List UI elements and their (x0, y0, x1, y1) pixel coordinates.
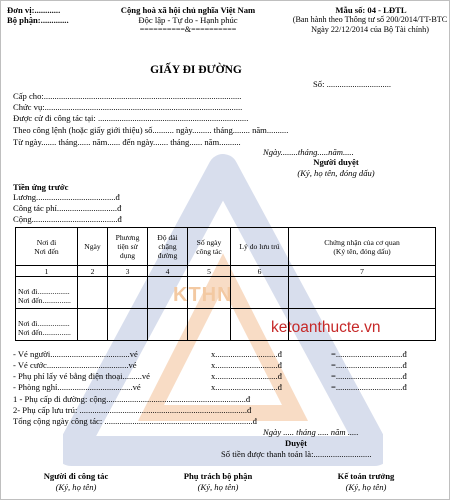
expense-price: x.............................đ (211, 382, 282, 392)
expense-price: x.............................đ (211, 349, 282, 359)
header-cell: Nơi đi Nơi đến (16, 228, 78, 266)
date-line: Ngày........tháng.....năm..... (263, 147, 354, 157)
header-cell: Độ dài chặng đường (148, 228, 188, 266)
expense-price: x.............................đ (211, 360, 282, 370)
nation-title: Cộng hoà xã hội chủ nghĩa Việt Nam (120, 5, 256, 15)
field-cong-lenh: Theo công lệnh (hoặc giấy giới thiệu) số.......... ngày......... tháng........ năm.......... (13, 125, 289, 135)
expense-total: =...............................đ (331, 360, 407, 370)
table-row (16, 309, 436, 341)
expense-price: x.............................đ (211, 371, 282, 381)
header-cell: Phương tiện sử dụng (108, 228, 148, 266)
header-cell: Chứng nhận của cơ quan (Ký tên, đóng dấu) (289, 228, 436, 266)
table-header-row (16, 228, 436, 266)
approved-label: Duyệt (285, 438, 307, 448)
route-cell (16, 309, 78, 341)
signature-manager-sign: (Ký, họ tên) (197, 482, 239, 492)
advance-travel: Công tác phí............................đ (13, 203, 122, 213)
watermark-site: ketoanthucte.vn (271, 319, 381, 336)
motto: Độc lập - Tự do - Hạnh phúc (138, 15, 238, 25)
signature-traveler-sign: (Ký, họ tên) (55, 482, 97, 492)
route-from: Nơi đi................. (18, 319, 70, 328)
route-from: Nơi đi................. (18, 287, 70, 296)
expense-label: - Phòng nghỉ...................................vé (13, 382, 141, 392)
number-cell: 4 (148, 266, 188, 277)
field-chuc-vu: Chức vụ:............................................................................................ (13, 102, 243, 112)
number-cell: 1 (16, 266, 78, 277)
expense-total: =...............................đ (331, 382, 407, 392)
route-cell (16, 277, 78, 309)
issued-line-1: (Ban hành theo Thông tư số 200/2014/TT-BTC (292, 15, 448, 24)
number-cell: 6 (231, 266, 289, 277)
signature-accountant-title: Kế toán trưởng (337, 471, 395, 481)
closing-date: Ngày ..... tháng ..... năm ..... (263, 427, 359, 437)
approved-amount: Số tiền được thanh toán là:........................... (221, 449, 372, 459)
watermark-text: KTHN (173, 284, 233, 306)
travel-table (15, 227, 436, 341)
document-title: GIẤY ĐI ĐƯỜNG (150, 64, 242, 76)
number-cell: 3 (108, 266, 148, 277)
field-cap-cho: Cấp cho:............................................................................................ (13, 91, 242, 101)
dept-line: Bộ phận:............. (7, 15, 69, 25)
approver-title: Người duyệt (313, 157, 359, 167)
total-days: Tổng cộng ngày công tác: .....................................................................đ (13, 416, 257, 426)
advance-title: Tiền ứng trước (13, 182, 69, 192)
issued-line-2: Ngày 22/12/2014 của Bộ Tài chính) (311, 25, 429, 34)
number-cell: 7 (289, 266, 436, 277)
approver-sign: (Ký, họ tên, đóng dấu) (297, 168, 375, 178)
signature-accountant-sign: (Ký, họ tên) (345, 482, 387, 492)
table-row (16, 277, 436, 309)
document-number: Số: .............................. (313, 79, 392, 89)
route-to: Nơi đến............... (18, 328, 71, 337)
expense-total: =...............................đ (331, 349, 407, 359)
number-cell: 2 (78, 266, 108, 277)
route-to: Nơi đến............... (18, 296, 71, 305)
number-cell: 5 (188, 266, 231, 277)
expense-label: - Vé người.....................................vé (13, 349, 138, 359)
field-tu-ngay: Từ ngày....... tháng...... năm...... đến ngày....... tháng...... năm.......... (13, 137, 241, 147)
advance-salary: Lương.....................................đ (13, 192, 120, 202)
table-number-row (16, 266, 436, 277)
signature-traveler-title: Người đi công tác (43, 471, 109, 481)
signature-manager-title: Phụ trách bộ phận (183, 471, 253, 481)
expense-label: - Phụ phí lấy vé bằng điện thoại.........vé (13, 371, 150, 381)
advance-total: Cộng........................................đ (13, 214, 122, 224)
motto-rule: ==========&========== (139, 25, 237, 34)
expense-label: - Vé cước......................................vé (13, 360, 137, 370)
field-noi-cong-tac: Được cử đi công tác tại: ...................................................................... (13, 113, 249, 123)
header-cell: Ngày (78, 228, 108, 266)
expense-total: =...............................đ (331, 371, 407, 381)
unit-line: Đơn vị:............ (7, 5, 61, 15)
allowance-stay: 2- Phụ cấp lưu trú: ..............................................................................đ (13, 405, 252, 415)
header-cell: Số ngày công tác (188, 228, 231, 266)
allowance-road: 1 - Phụ cấp đi đường: cộng.................................................................đ (13, 394, 251, 404)
header-cell: Lý do lưu trú (231, 228, 289, 266)
form-number: Mẫu số: 04 - LĐTL (335, 5, 407, 15)
